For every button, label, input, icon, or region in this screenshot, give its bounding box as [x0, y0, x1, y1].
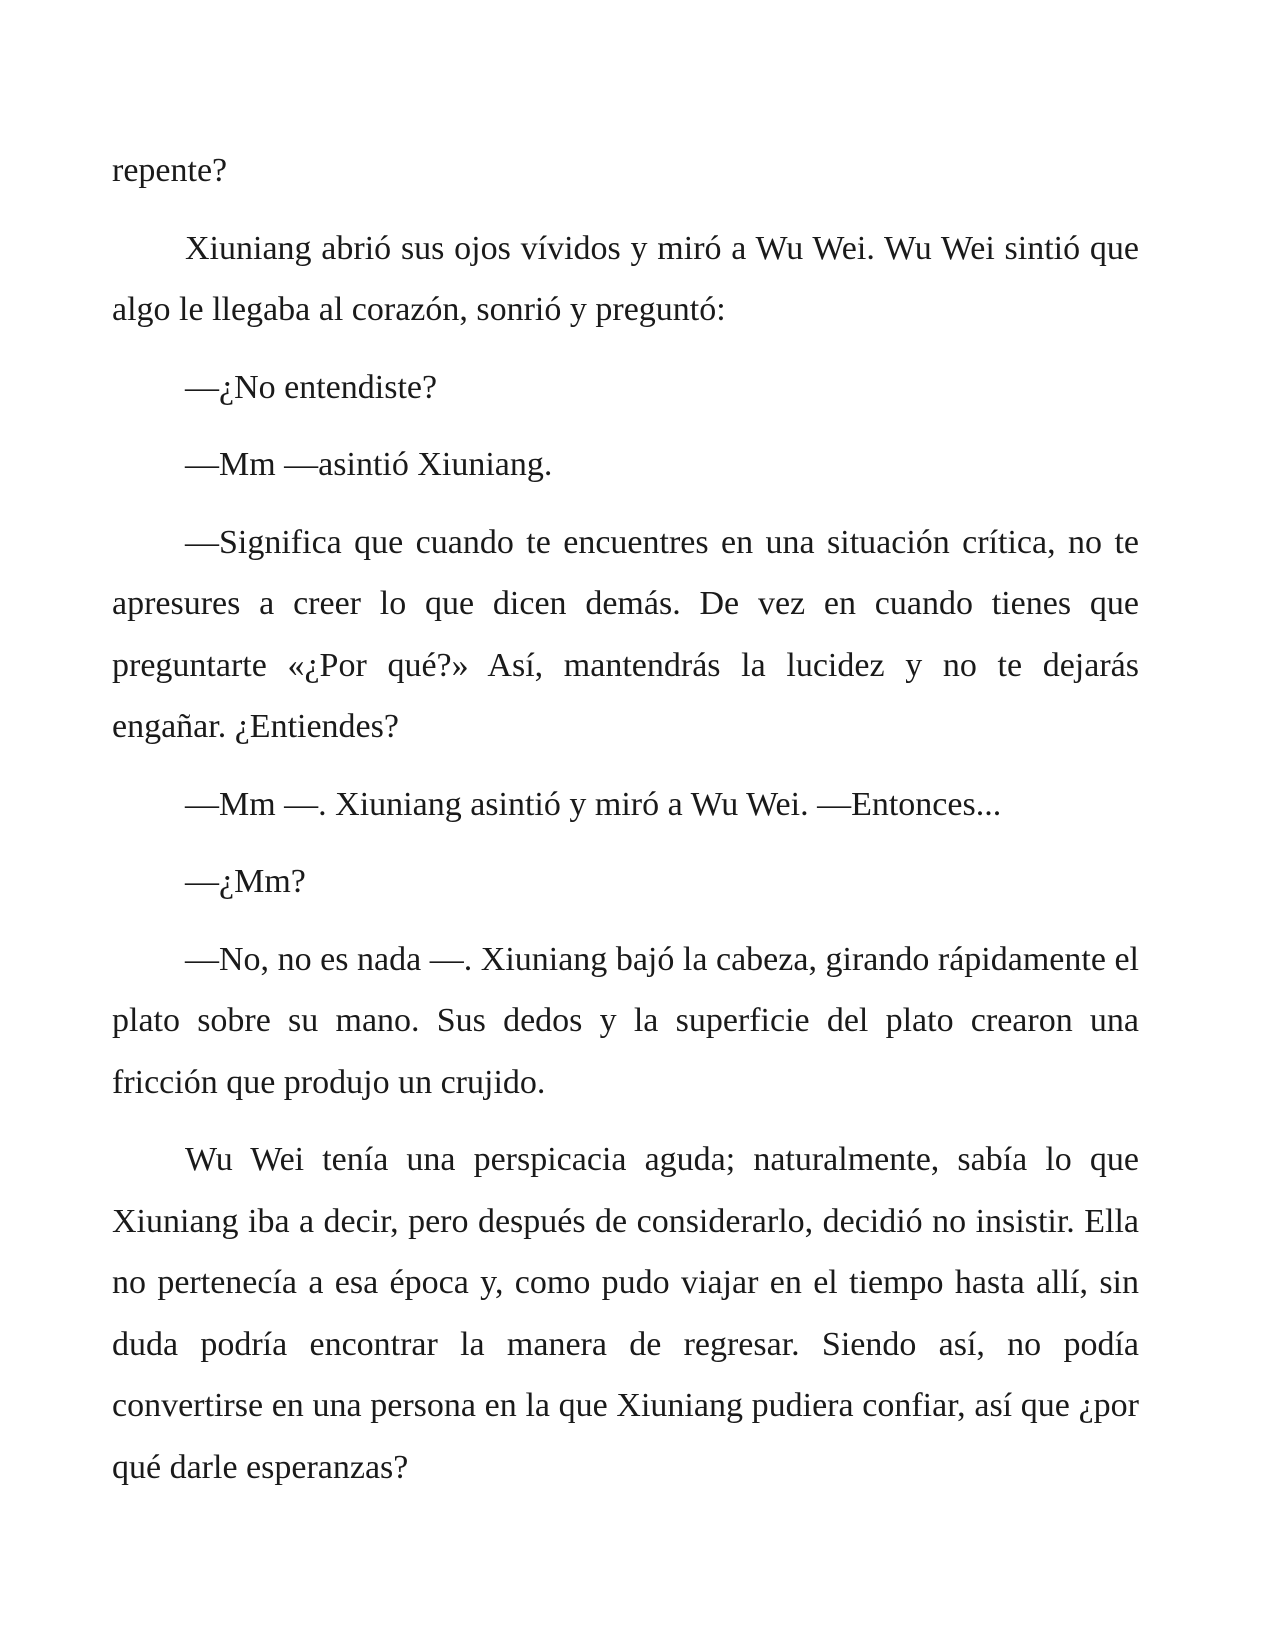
paragraph: Wu Wei tenía una perspicacia aguda; naturalmente, sabía lo que Xiuniang iba a decir, pero después de considerarlo, decidió no insistir. Ella no pertenecía a esa época y, como pudo viajar en el tiempo hasta allí, sin duda podría encontrar la manera de regresar. Siendo así, no podía convertirse en una persona en la que Xiuniang pudiera confiar, así que ¿por qué darle esperanzas? [112, 1141, 1139, 1486]
paragraph: —Significa que cuando te encuentres en una situación crítica, no te apresures a creer lo que dicen demás. De vez en cuando tienes que preguntarte «¿Por qué?» Así, mantendrás la lucidez y no te dejarás engañar. ¿Entiendes? [112, 523, 1139, 745]
paragraph: —¿No entendiste? [185, 368, 438, 406]
paragraph: repente? [112, 152, 228, 189]
paragraph: —¿Mm? [185, 863, 306, 900]
paragraph: —No, no es nada —. Xiuniang bajó la cabeza, girando rápidamente el plato sobre su mano. Sus dedos y la superficie del plato crearon una fricción que produjo un crujido. [112, 940, 1139, 1101]
paragraph: —Mm —asintió Xiuniang. [185, 446, 553, 483]
body-text [112, 140, 1139, 1514]
paragraph: —Mm —. Xiuniang asintió y miró a Wu Wei. —Entonces... [185, 785, 1002, 823]
paragraph: Xiuniang abrió sus ojos vívidos y miró a Wu Wei. Wu Wei sintió que algo le llegaba al corazón, sonrió y preguntó: [112, 229, 1139, 328]
